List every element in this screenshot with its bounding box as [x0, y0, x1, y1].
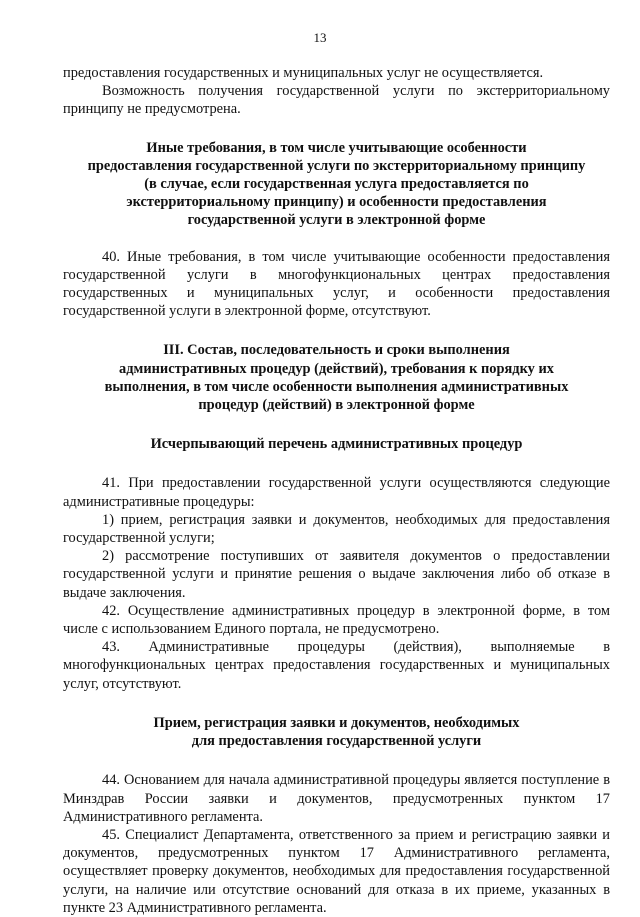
heading-line: Иные требования, в том числе учитывающие особенности	[146, 139, 527, 156]
paragraph: 43. Административные процедуры (действия), выполняемые в многофункциональных центрах предоставления государственных и муниципальных услуг, отсутствуют.	[63, 639, 610, 692]
heading-line: экстерриториальному принципу) и особенности предоставления	[126, 194, 547, 211]
paragraph: 40. Иные требования, в том числе учитывающие особенности предоставления государственной услуги в многофункциональных центрах предоставления государственных и муниципальных услуг, и особенности предоставления государственной услуги в электронной форме, отсутствуют.	[63, 248, 610, 320]
heading-line: III. Состав, последовательность и сроки выполнения	[163, 342, 510, 359]
paragraph: 42. Осуществление административных процедур в электронной форме, в том числе с использованием Единого портала, не предусмотрено.	[63, 602, 610, 638]
heading-line: процедур (действий) в электронной форме	[198, 397, 475, 414]
page-number: 13	[313, 30, 327, 45]
section-heading	[63, 139, 610, 230]
chapter-heading	[63, 341, 610, 414]
heading-line: предоставления государственной услуги по экстерриториальному принципу	[87, 157, 586, 174]
section-heading	[63, 714, 610, 750]
heading-line: государственной услуги в электронной форме	[187, 212, 486, 229]
heading-line: (в случае, если государственная услуга предоставляется по	[144, 176, 529, 193]
paragraph: Возможность получения государственной услуги по экстерриториальному принципу не предусмотрена.	[63, 83, 610, 118]
heading-line: выполнения, в том числе особенности выполнения административных	[104, 378, 569, 395]
heading-line: административных процедур (действий), требования к порядку их	[119, 360, 554, 377]
section-heading	[63, 435, 610, 453]
paragraph: 41. При предоставлении государственной услуги осуществляются следующие административные процедуры:	[63, 475, 610, 510]
paragraph: предоставления государственных и муниципальных услуг не осуществляется.	[63, 65, 544, 81]
heading-line: для предоставления государственной услуги	[191, 733, 482, 750]
heading-line: Прием, регистрация заявки и документов, необходимых	[153, 714, 520, 731]
list-item: 2) рассмотрение поступивших от заявителя документов о предоставлении государственной услуги и принятие решения о выдаче заключения либо об отказе в выдаче заключения.	[63, 548, 610, 601]
paragraph: 44. Основанием для начала административной процедуры является поступление в Минздрав России заявки и документов, предусмотренных пунктом 17 Административного регламента.	[63, 772, 610, 825]
list-item: 1) прием, регистрация заявки и документов, необходимых для предоставления государственной услуги;	[63, 511, 610, 547]
paragraph: 45. Специалист Департамента, ответственного за прием и регистрацию заявки и документов, предусмотренных пунктом 17 Административного регламента, осуществляет проверку документов, необходимых для предоставления государственной услуги, на наличие или отсутствие оснований для отказа в их приеме, указанных в пункте 23 Административного регламента.	[63, 826, 610, 916]
heading-line: Исчерпывающий перечень административных процедур	[150, 436, 523, 453]
document-body	[63, 64, 610, 917]
